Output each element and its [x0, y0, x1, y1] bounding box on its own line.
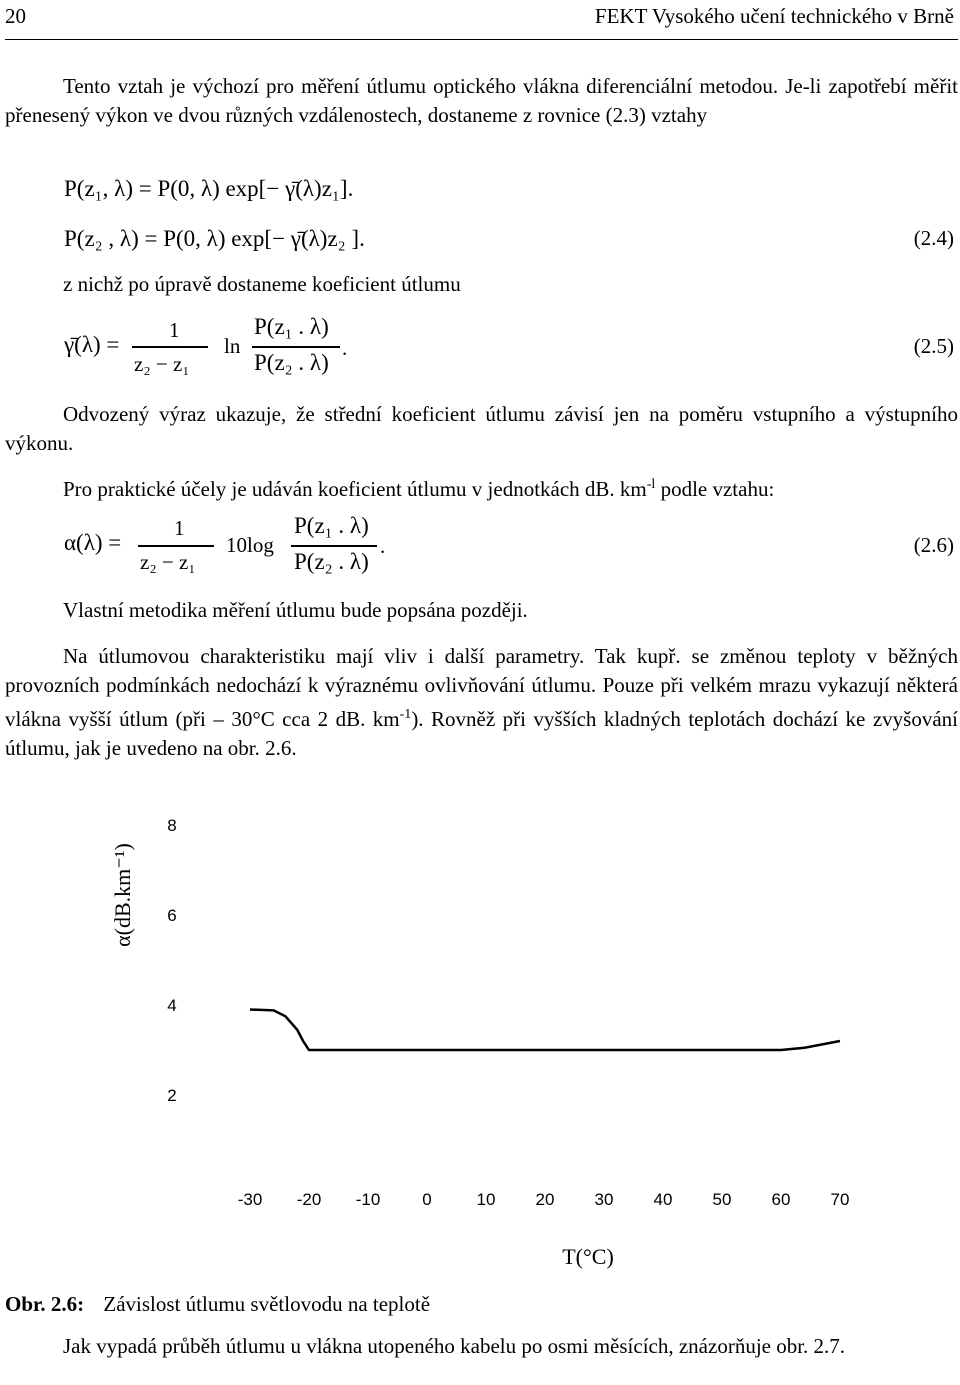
- paragraph-teplota: [5, 642, 958, 763]
- header-rule: [5, 39, 958, 40]
- equation-number-2-5: (2.5): [913, 334, 954, 358]
- paragraph-odvozeny: Odvozený výraz ukazuje, že střední koeficient útlumu závisí jen na poměru vstupního a výstupního výkonu.: [5, 402, 958, 455]
- x-tick-label-50: 50: [712, 1190, 732, 1209]
- equation-alpha-fraction-numerator: 1: [174, 516, 185, 540]
- equation-alpha-fraction-bar: [138, 545, 214, 547]
- attenuation-temperature-chart: [90, 800, 890, 1280]
- equation-gamma-ln: ln: [224, 334, 241, 358]
- equation-alpha-lhs: α(λ) =: [64, 530, 122, 555]
- equation-alpha-log: 10log: [226, 533, 274, 557]
- paragraph-koeficient: z nichž po úpravě dostaneme koeficient útlumu: [63, 272, 461, 296]
- y-tick-label-4: 4: [167, 996, 177, 1015]
- y-tick-label-8: 8: [167, 816, 177, 835]
- x-tick-label-30: 30: [594, 1190, 614, 1209]
- paragraph-teplota-text: Na útlumovou charakteristiku mají vliv i další parametry. Tak kupř. se změnou teploty v běžných provozních podmínkách nedochází k výraznému ovlivňování útlumu. Pouze při velkém mrazu vykazují některá vlákna vyšší útlum (při – 30°C cca 2 dB. km: [5, 644, 958, 731]
- x-tick-label-20: 20: [535, 1190, 555, 1209]
- figure-caption-label: Obr. 2.6:: [5, 1292, 85, 1316]
- x-tick-label-70: 70: [830, 1190, 850, 1209]
- equation-p-z1: P(z₁, λ) = P(0, λ) exp[− γ̄(λ)z₁].: [64, 176, 354, 201]
- x-tick-label--10: -10: [355, 1190, 381, 1209]
- paragraph-metodika: Vlastní metodika měření útlumu bude popsána později.: [63, 598, 528, 622]
- paragraph-kabel: Jak vypadá průběh útlumu u vlákna utopeného kabelu po osmi měsících, znázorňuje obr. 2.7.: [63, 1334, 846, 1358]
- paragraph-teplota-tail: ). Rovněž při vyšších kladných teplotách dochází ke zvyšování útlumu, jak je uvedeno na obr. 2.6.: [5, 707, 958, 760]
- x-tick-label--30: -30: [237, 1190, 263, 1209]
- figure-caption: [5, 1292, 430, 1317]
- equation-p-z2: P(z₂ , λ) = P(0, λ) exp[− γ̄(λ)z₂ ].: [64, 226, 365, 251]
- equation-gamma-fraction-denominator: z₂ − z₁: [134, 352, 190, 376]
- equation-gamma-power-bar: [252, 346, 340, 348]
- unit-exponent: -l: [646, 477, 656, 492]
- equation-gamma-period: .: [342, 336, 348, 360]
- paragraph-prakticke-tail: podle vztahu:: [655, 477, 775, 501]
- equation-alpha-power-bar: [291, 545, 377, 547]
- equation-gamma-fraction-numerator: 1: [169, 318, 180, 342]
- x-tick-label-60: 60: [771, 1190, 791, 1209]
- equation-gamma-power-denominator: P(z₂ . λ): [254, 350, 329, 375]
- x-tick-label--20: -20: [296, 1190, 322, 1209]
- y-tick-label-6: 6: [167, 906, 177, 925]
- x-tick-label-0: 0: [422, 1190, 432, 1209]
- equation-alpha-power-denominator: P(z₂ . λ): [294, 549, 369, 574]
- page-number: 20: [5, 4, 26, 28]
- paragraph-intro: Tento vztah je výchozí pro měření útlumu optického vlákna diferenciální metodou. Je-li zapotřebí měřit přenesený výkon ve dvou různých vzdálenostech, dostaneme z rovnice (2.3) vztahy: [5, 74, 958, 127]
- equation-alpha-power-numerator: P(z₁ . λ): [294, 513, 369, 538]
- attenuation-curve: [250, 1010, 840, 1051]
- figure-caption-text: Závislost útlumu světlovodu na teplotě: [103, 1292, 431, 1316]
- equation-number-2-6: (2.6): [913, 533, 954, 557]
- equation-gamma-lhs: γ̄(λ) =: [64, 332, 120, 357]
- equation-gamma-power-numerator: P(z₁ . λ): [254, 314, 329, 339]
- unit-exponent-2: -1: [399, 707, 412, 722]
- x-tick-label-40: 40: [653, 1190, 673, 1209]
- equation-alpha-period: .: [380, 534, 386, 558]
- x-tick-label-10: 10: [476, 1190, 496, 1209]
- running-title: FEKT Vysokého učení technického v Brně: [594, 4, 954, 28]
- paragraph-prakticke-text: Pro praktické účely je udáván koeficient útlumu v jednotkách dB. km: [63, 477, 647, 501]
- paragraph-prakticke: [5, 470, 958, 504]
- equation-gamma-fraction-bar: [132, 346, 208, 348]
- x-axis-label: T(°C): [562, 1244, 614, 1269]
- y-tick-label-2: 2: [167, 1086, 177, 1105]
- equation-number-2-4: (2.4): [913, 226, 954, 250]
- equation-alpha-fraction-denominator: z₂ − z₁: [140, 550, 196, 574]
- y-axis-label: α(dB.km⁻¹): [110, 843, 135, 947]
